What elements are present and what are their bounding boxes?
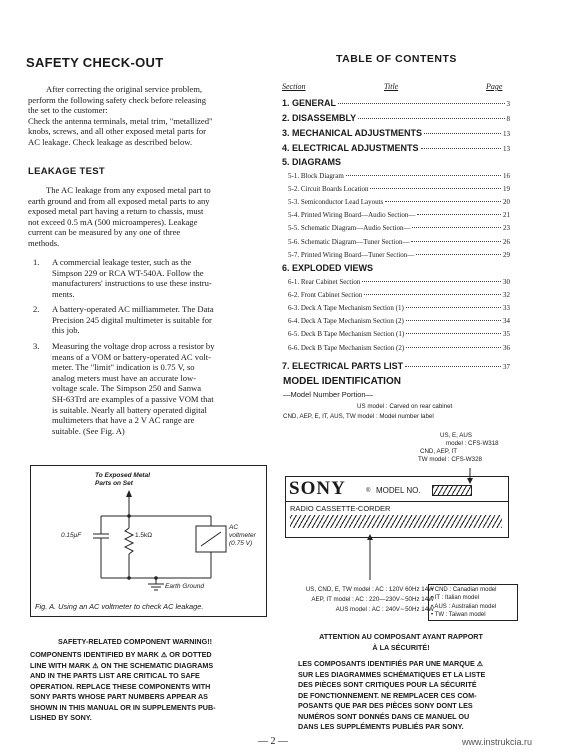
toc-row-page: 23 xyxy=(503,224,510,232)
model-tag-line: model : CFS-W318 xyxy=(446,439,499,447)
product-name: RADIO CASSETTE-CORDER xyxy=(290,504,391,513)
toc-row-label: 6-5. Deck B Tape Mechanism Section (1) xyxy=(288,330,405,338)
intro-line: the set to the customer: xyxy=(28,105,108,116)
model-label-plate xyxy=(285,476,509,538)
toc-row xyxy=(282,263,510,273)
safety-title: SAFETY CHECK-OUT xyxy=(26,55,164,70)
toc-row-label: 1. GENERAL xyxy=(282,98,337,108)
toc-row xyxy=(282,157,510,167)
toc-row xyxy=(288,238,510,246)
method-line: Simpson 229 or RCA WT-540A. Follow the xyxy=(52,267,204,278)
french-line: LES COMPOSANTS IDENTIFIÉS PAR UNE MARQUE ⚠ xyxy=(298,659,484,668)
toc-row xyxy=(288,278,510,286)
model-tag-line: TW model : CFS-W328 xyxy=(418,455,482,463)
leakage-line: The AC leakage from any exposed metal part to xyxy=(46,185,211,195)
plate-divider xyxy=(286,501,508,502)
model-tag-line: US, E, AUS xyxy=(440,432,472,439)
toc-row xyxy=(288,185,510,193)
method-number: 3. xyxy=(33,341,40,351)
leakage-paragraph xyxy=(28,185,278,249)
method-line: A commercial leakage tester, such as the xyxy=(52,257,192,267)
french-line: DE FONCTIONNEMENT. NE REMPLACER CES COM- xyxy=(298,690,477,700)
toc-row-page: 21 xyxy=(503,211,510,219)
toc-row-label: 6-2. Front Cabinet Section xyxy=(288,291,363,299)
warning-line: COMPONENTS IDENTIFIED BY MARK ⚠ OR DOTTED xyxy=(30,650,212,659)
method-line: multimeters that have a 2 V AC range are xyxy=(52,415,195,426)
model-number-field xyxy=(432,485,472,496)
toc-leader-dots xyxy=(406,333,501,334)
toc-row xyxy=(288,330,510,338)
toc-leader-dots xyxy=(421,148,501,149)
method-line: Precision 245 digital multimeter is suitable for xyxy=(52,314,212,325)
warning-line: LISHED BY SONY. xyxy=(30,713,92,722)
leakage-line: exposed metal part having a return to chassis, must xyxy=(28,206,204,217)
toc-leader-dots xyxy=(406,347,501,348)
method-2 xyxy=(52,304,278,336)
toc-row xyxy=(288,251,510,259)
figure-top-label xyxy=(95,472,150,488)
page-number: — 2 — xyxy=(258,736,288,747)
french-line: DANS LES SUPPLÉMENTS PUBLIÉS PAR SONY. xyxy=(298,722,464,731)
toc-row-page: 30 xyxy=(503,278,510,286)
intro-line: AC leakage. Check leakage as described below. xyxy=(28,136,193,147)
toc-row-page: 36 xyxy=(503,344,510,352)
french-line: SUR LES DIAGRAMMES SCHÉMATIQUES ET LA LISTE xyxy=(298,669,486,679)
toc-row-label: 5-7. Printed Wiring Board—Tuner Section— xyxy=(288,251,415,259)
toc-row-label: 6-4. Deck A Tape Mechanism Section (2) xyxy=(288,317,404,325)
toc-row-page: 19 xyxy=(503,185,510,193)
intro-line: knobs, screws, and all other exposed metal parts for xyxy=(28,126,207,137)
toc-row xyxy=(282,128,510,138)
resistor-label: 1.5kΩ xyxy=(135,532,153,539)
toc-row xyxy=(288,211,510,219)
warning-line: AND IN THE PARTS LIST ARE CRITICAL TO SAFE xyxy=(30,671,200,680)
french-title-line: À LA SÉCURITÉ! xyxy=(372,642,430,652)
toc-leader-dots xyxy=(406,307,501,308)
legend-item: • CND : Canadian model xyxy=(431,587,497,593)
method-line: SH-63Trd are examples of a passive VOM that xyxy=(52,393,214,404)
legend-item: • IT : Italian model xyxy=(431,595,480,602)
toc-row-label: 5-3. Semiconductor Lead Layouts xyxy=(288,198,384,206)
toc-leader-dots xyxy=(338,103,504,104)
toc-row-label: 5-1. Block Diagram xyxy=(288,172,344,180)
figure-top-label-line: To Exposed Metal xyxy=(95,472,151,479)
toc-row-page: 33 xyxy=(503,304,510,312)
toc-leader-dots xyxy=(424,133,501,134)
meter-label-line: (0.75 V) xyxy=(229,540,253,547)
warning-line: SHOWN IN THIS MANUAL OR IN SUPPLEMENTS PUB- xyxy=(30,702,216,712)
method-line: A battery-operated AC milliammeter. The Data xyxy=(52,304,214,314)
french-line: NUMÉROS SONT DONNÉS DANS CE MANUEL OU xyxy=(298,711,470,721)
warning-line: OPERATION. REPLACE THESE COMPONENTS WITH xyxy=(30,681,211,691)
model-tag-line: CND, AEP, IT xyxy=(420,448,458,455)
toc-row-label: 5. DIAGRAMS xyxy=(282,157,342,167)
toc-row xyxy=(282,113,510,123)
toc-leader-dots xyxy=(385,201,501,202)
warning-body xyxy=(30,650,280,724)
method-1 xyxy=(52,257,278,299)
registered-mark: ® xyxy=(366,488,371,494)
toc-row-page: 34 xyxy=(503,317,510,325)
warning-line: SONY PARTS WHOSE PART NUMBERS APPEAR AS xyxy=(30,692,208,701)
toc-row-page: 3 xyxy=(506,100,510,108)
hatched-field xyxy=(290,515,502,528)
toc-title: TABLE OF CONTENTS xyxy=(336,53,457,65)
toc-row-page: 35 xyxy=(503,330,510,338)
meter-label-line: AC xyxy=(229,524,239,531)
toc-page-header: Page xyxy=(486,82,503,91)
toc-leader-dots xyxy=(370,188,501,189)
toc-row xyxy=(288,317,510,325)
toc-leader-dots xyxy=(346,175,501,176)
intro-paragraph xyxy=(28,84,278,148)
toc-title-header: Title xyxy=(384,82,399,91)
method-line: ments. xyxy=(52,288,75,299)
method-line: meter. The "limit" indication is 0.75 V, so xyxy=(52,362,195,373)
toc-row-page: 8 xyxy=(506,115,510,123)
toc-leader-dots xyxy=(358,118,504,119)
sony-logo: SONY xyxy=(289,478,346,499)
toc-row-page: 26 xyxy=(503,238,510,246)
french-warning-title xyxy=(306,632,496,653)
legend-item: • TW : Taiwan model xyxy=(431,611,486,618)
toc-row-label: 3. MECHANICAL ADJUSTMENTS xyxy=(282,128,423,138)
toc-row xyxy=(288,198,510,206)
watermark: www.instrukcia.ru xyxy=(462,737,533,747)
toc-row-label: 5-6. Schematic Diagram—Tuner Section— xyxy=(288,238,410,246)
toc-row-page: 37 xyxy=(503,363,510,371)
toc-row xyxy=(288,291,510,299)
toc-leader-dots xyxy=(416,254,501,255)
leakage-line: methods. xyxy=(28,237,60,248)
toc-leader-dots xyxy=(364,294,501,295)
method-line: voltage scale. The Simpson 250 and Sanwa xyxy=(52,383,202,394)
intro-line: After correcting the original service problem, xyxy=(46,84,203,94)
toc-row-page: 16 xyxy=(503,172,510,180)
earth-ground-label: Earth Ground xyxy=(165,583,205,590)
toc-row-label: 5-5. Schematic Diagram—Audio Section— xyxy=(288,224,411,232)
toc-row xyxy=(288,304,510,312)
method-line: analog meters must have an accurate low- xyxy=(52,372,197,383)
model-no-label: MODEL NO. xyxy=(376,486,421,495)
method-line: manufacturers' instructions to use these instru- xyxy=(52,278,212,289)
toc-leader-dots xyxy=(406,320,501,321)
toc-row xyxy=(282,98,510,108)
toc-section-header: Section xyxy=(282,82,306,91)
toc-leader-dots xyxy=(412,227,501,228)
power-specs xyxy=(254,585,434,615)
meter-label xyxy=(229,524,256,548)
legend-item: • AUS : Australian model xyxy=(431,603,497,610)
leakage-line: earth ground and from all exposed metal parts to any xyxy=(28,195,210,206)
toc-row-page: 20 xyxy=(503,198,510,206)
warning-line: LINE WITH MARK ⚠ ON THE SCHEMATIC DIAGRAMS xyxy=(30,660,214,670)
method-line: suitable. (See Fig. A) xyxy=(52,425,125,436)
capacitor-label: 0.15μF xyxy=(61,532,82,539)
toc-row xyxy=(282,361,510,371)
leakage-title: LEAKAGE TEST xyxy=(28,166,105,177)
method-line: means of a VOM or battery-operated AC volt- xyxy=(52,351,212,362)
figure-top-label-line: Parts on Set xyxy=(95,480,133,487)
figure-a xyxy=(30,465,267,617)
toc-row-label: 5-4. Printed Wiring Board—Audio Section— xyxy=(288,211,416,219)
toc-row xyxy=(288,172,510,180)
other-model-note: CND, AEP, E, IT, AUS, TW model : Model number label xyxy=(283,413,434,420)
us-model-note: US model : Carved on rear cabinet xyxy=(357,403,453,410)
toc-row-label: 6. EXPLODED VIEWS xyxy=(282,263,374,273)
model-number-subtitle: —Model Number Portion— xyxy=(283,390,374,399)
method-line: is suitable. Nearly all battery operated digital xyxy=(52,404,207,415)
toc-row-label: 6-3. Deck A Tape Mechanism Section (1) xyxy=(288,304,404,312)
method-3 xyxy=(52,341,278,436)
toc-row-label: 6-6. Deck B Tape Mechanism Section (2) xyxy=(288,344,405,352)
toc-leader-dots xyxy=(405,366,501,367)
power-row: US, CND, E, TW model : AC : 120V 60Hz 14W xyxy=(305,586,434,593)
toc-row-label: 4. ELECTRICAL ADJUSTMENTS xyxy=(282,143,419,153)
french-warning-body xyxy=(298,659,538,733)
french-line: POSANTS QUE PAR DES PIÈCES SONY DONT LES xyxy=(298,701,473,710)
leakage-line: current can be measured by any one of three xyxy=(28,227,181,238)
toc-row-page: 13 xyxy=(503,145,510,153)
power-row: AEP, IT model : AC : 220—230V∼50Hz 14W xyxy=(311,596,434,603)
intro-line: perform the following safety check before releasing xyxy=(28,94,207,105)
toc-row-label: 7. ELECTRICAL PARTS LIST xyxy=(282,361,404,371)
toc-leader-dots xyxy=(362,281,501,282)
toc-leader-dots xyxy=(411,241,501,242)
power-row: AUS model : AC : 240V∼50Hz 14W xyxy=(335,606,434,613)
region-legend xyxy=(428,584,518,621)
french-line: DES PIÈCES SONT CRITIQUES POUR LA SÉCURITÉ xyxy=(298,680,477,689)
toc-row-page: 13 xyxy=(503,130,510,138)
method-number: 2. xyxy=(33,304,40,314)
toc-row xyxy=(288,344,510,352)
leakage-line: not exceed 0.5 mA (500 microamperes). Leakage xyxy=(28,216,198,227)
toc-row-page: 32 xyxy=(503,291,510,299)
figure-caption: Fig. A. Using an AC voltmeter to check AC leakage. xyxy=(35,602,204,611)
french-title-line: ATTENTION AU COMPOSANT AYANT RAPPORT xyxy=(319,632,483,641)
warning-title: SAFETY-RELATED COMPONENT WARNING!! xyxy=(58,637,212,646)
intro-line: Check the antenna terminals, metal trim, "metallized" xyxy=(28,115,213,126)
toc-row xyxy=(288,224,510,232)
toc-row xyxy=(282,143,510,153)
meter-label-line: voltmeter xyxy=(229,532,256,539)
toc-row-label: 2. DISASSEMBLY xyxy=(282,113,357,123)
model-identification-title: MODEL IDENTIFICATION xyxy=(283,376,401,387)
toc-row-label: 6-1. Rear Cabinet Section xyxy=(288,278,361,286)
method-line: this job. xyxy=(52,325,80,336)
method-number: 1. xyxy=(33,257,40,267)
toc-leader-dots xyxy=(417,214,501,215)
method-line: Measuring the voltage drop across a resistor by xyxy=(52,341,215,351)
toc-row-page: 29 xyxy=(503,251,510,259)
toc-row-label: 5-2. Circuit Boards Location xyxy=(288,185,369,193)
